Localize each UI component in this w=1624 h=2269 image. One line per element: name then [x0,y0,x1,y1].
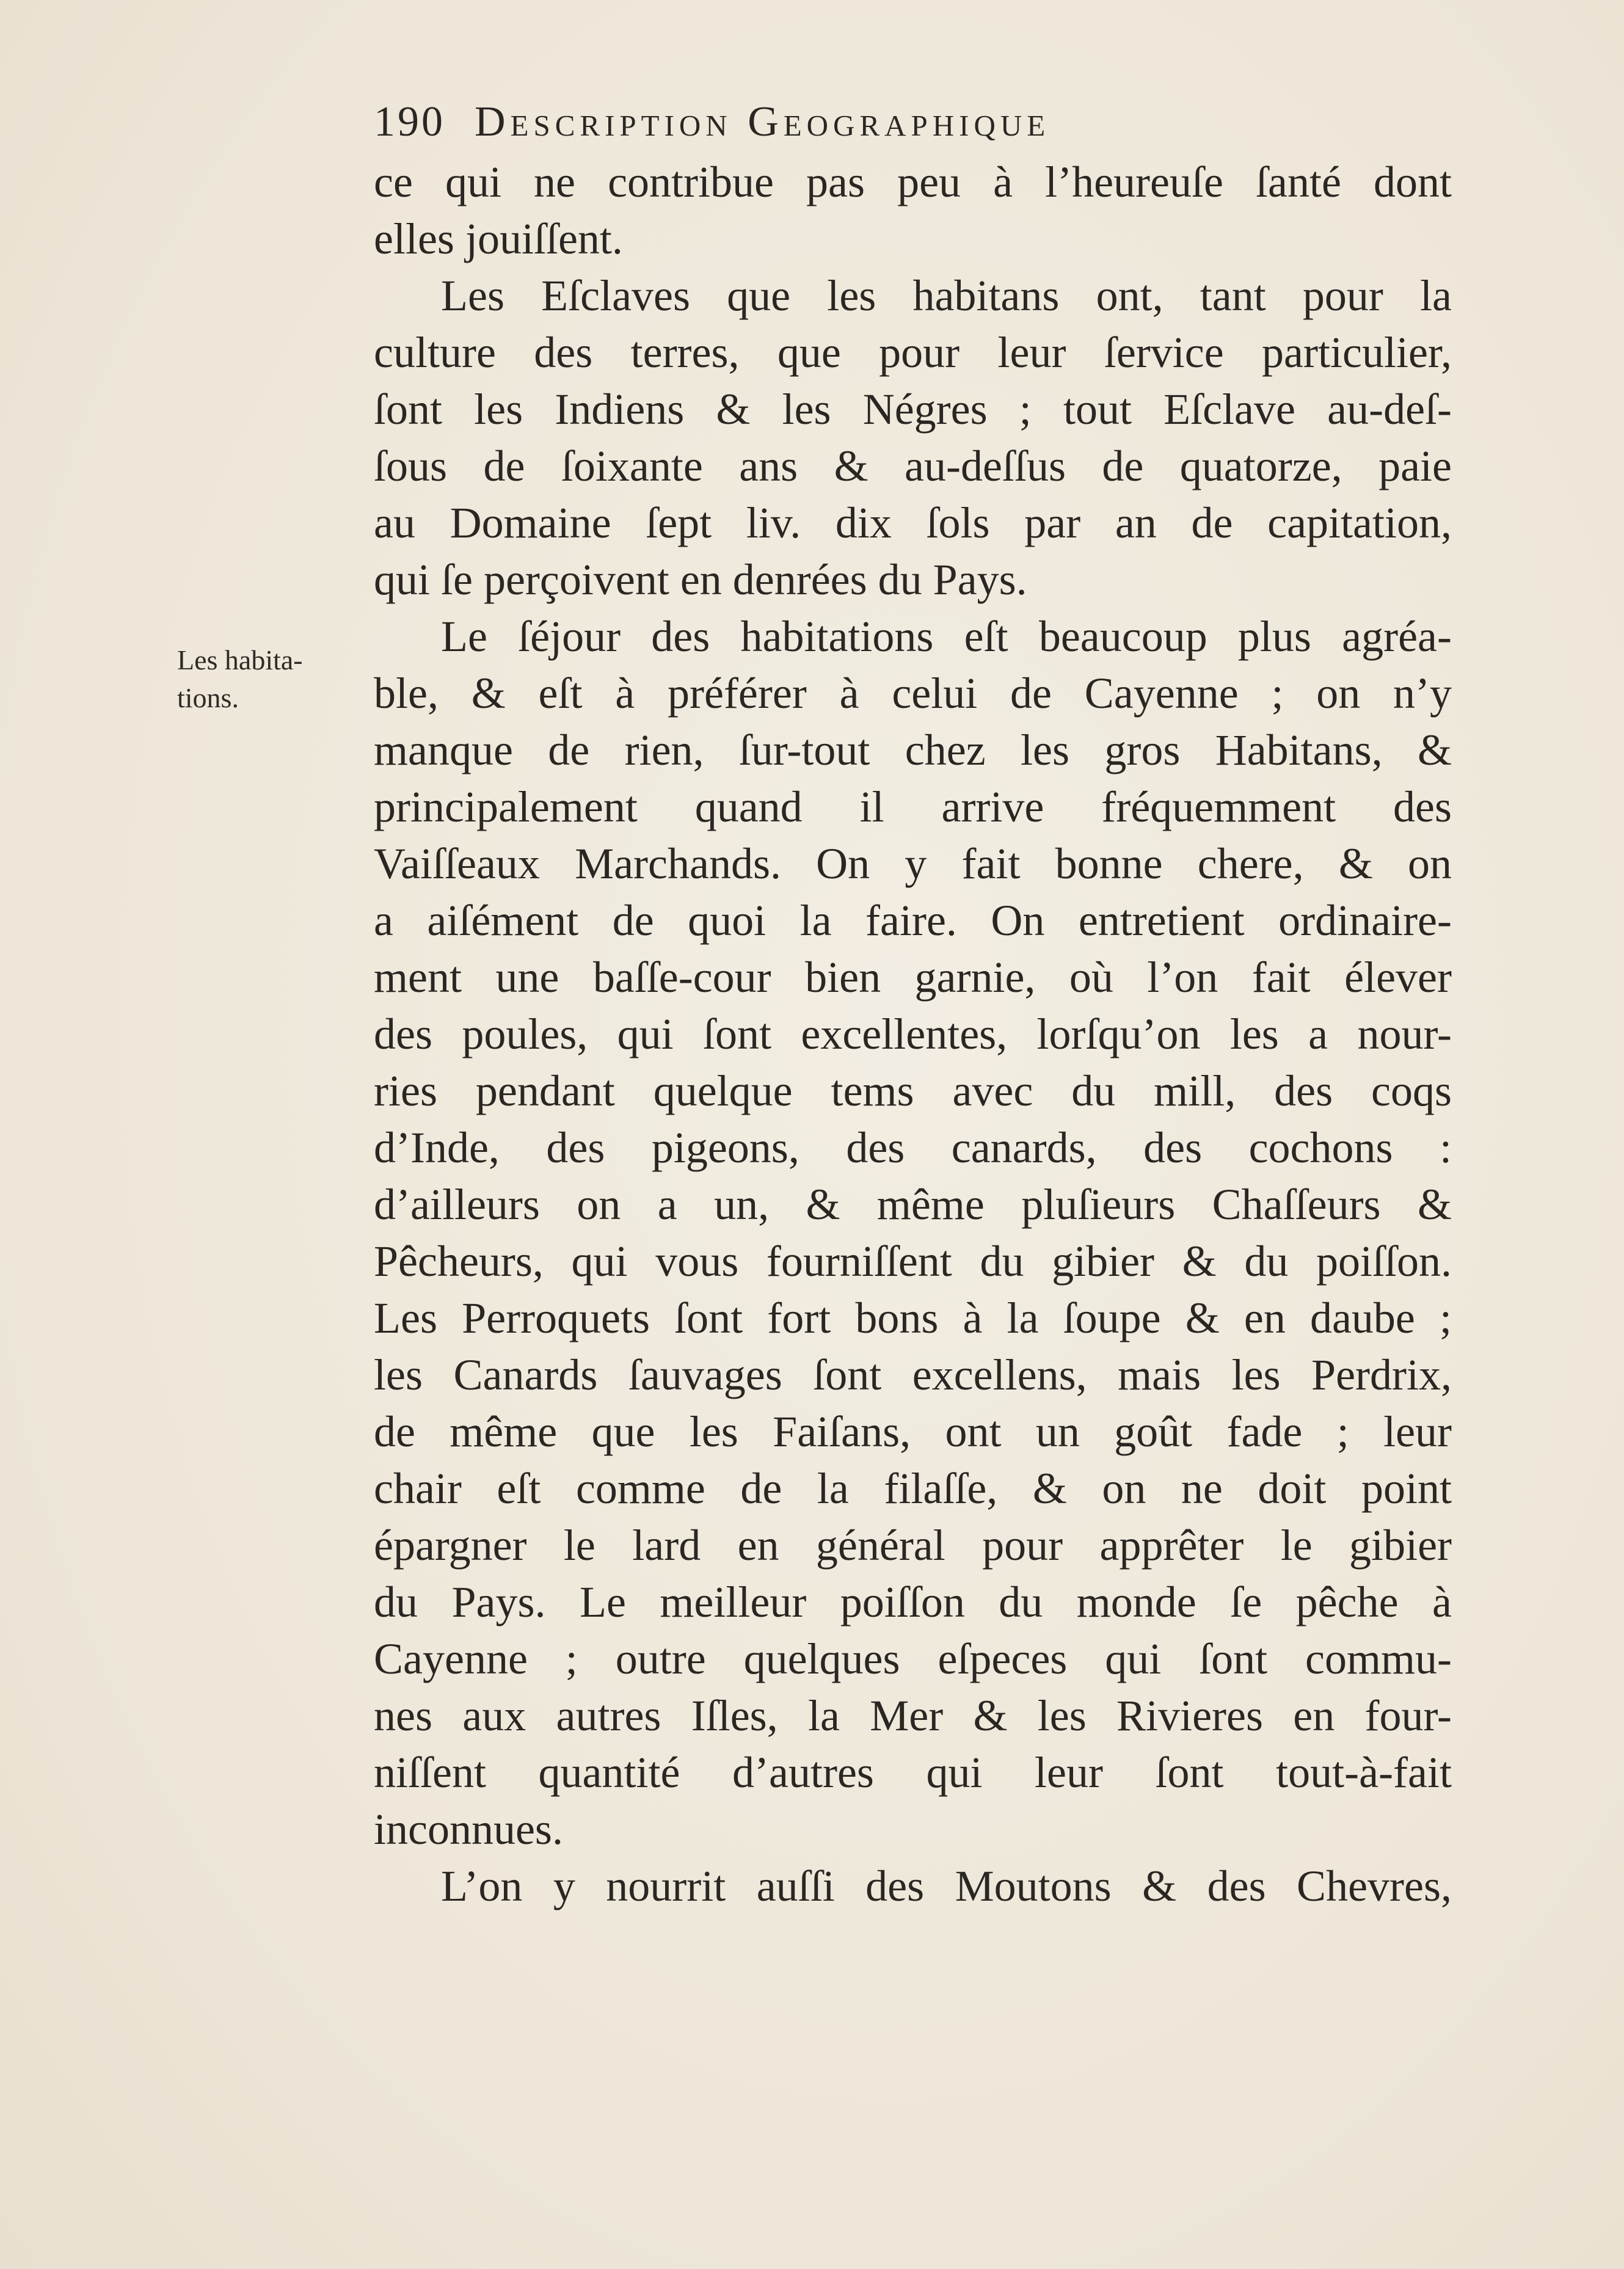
body-text [374,154,1452,1915]
running-head [374,89,1443,156]
text-line: manque de rien, ſur-tout chez les gros Habitans, & [374,726,1452,774]
text-line: elles jouiſſent. [374,214,623,263]
text-line: inconnues. [374,1805,563,1854]
text-line: Vaiſſeaux Marchands. On y fait bonne chere, & on [374,839,1452,888]
text-line: Le ſéjour des habitations eſt beaucoup plus agréa- [441,612,1452,661]
text-line: a aiſément de quoi la faire. On entretient ordinaire- [374,896,1452,945]
text-line: ſous de ſoixante ans & au-deſſus de quatorze, paie [374,442,1452,490]
text-line: les Canards ſauvages ſont excellens, mais les Perdrix, [374,1350,1452,1399]
text-line: au Domaine ſept liv. dix ſols par an de capitation, [374,498,1452,547]
text-line: culture des terres, que pour leur ſervice particulier, [374,328,1452,377]
text-line: des poules, qui ſont excellentes, lorſqu’on les a nour- [374,1010,1452,1058]
text-line: principalement quand il arrive fréquemment des [374,782,1452,831]
text-line: épargner le lard en général pour apprêter le gibier [374,1521,1452,1570]
text-line: du Pays. Le meilleur poiſſon du monde ſe pêche à [374,1578,1452,1626]
text-line: Les Eſclaves que les habitans ont, tant pour la [441,271,1452,320]
text-line: ſont les Indiens & les Négres ; tout Eſclave au-deſ- [374,385,1452,434]
text-line: ries pendant quelque tems avec du mill, des coqs [374,1066,1452,1115]
text-line: qui ſe perçoivent en denrées du Pays. [374,555,1027,604]
text-line: ble, & eſt à préférer à celui de Cayenne ; on n’y [374,669,1452,718]
text-line: d’ailleurs on a un, & même pluſieurs Chaſſeurs & [374,1180,1452,1229]
text-line: ce qui ne contribue pas peu à l’heureuſe ſanté dont [374,158,1452,206]
text-line: L’on y nourrit auſſi des Moutons & des Chevres, [441,1862,1452,1910]
text-line: niſſent quantité d’autres qui leur ſont tout-à-fait [374,1748,1452,1797]
margin-note [177,641,379,717]
page-number: 190 [374,98,445,145]
text-line: d’Inde, des pigeons, des canards, des cochons : [374,1123,1452,1172]
margin-note-line: tions. [177,682,239,713]
text-line: Cayenne ; outre quelques eſpeces qui ſont commu- [374,1634,1452,1683]
text-line: Les Perroquets ſont fort bons à la ſoupe & en daube ; [374,1294,1452,1342]
running-title: Description Geographique [475,98,1051,145]
text-line: nes aux autres Iſles, la Mer & les Rivieres en four- [374,1691,1452,1740]
text-line: chair eſt comme de la filaſſe, & on ne doit point [374,1464,1452,1513]
text-line: de même que les Faiſans, ont un goût fade ; leur [374,1407,1452,1456]
margin-note-line: Les habita- [177,644,303,676]
text-line: Pêcheurs, qui vous fourniſſent du gibier & du poiſſon. [374,1237,1452,1286]
text-line: ment une baſſe-cour bien garnie, où l’on fait élever [374,953,1452,1002]
